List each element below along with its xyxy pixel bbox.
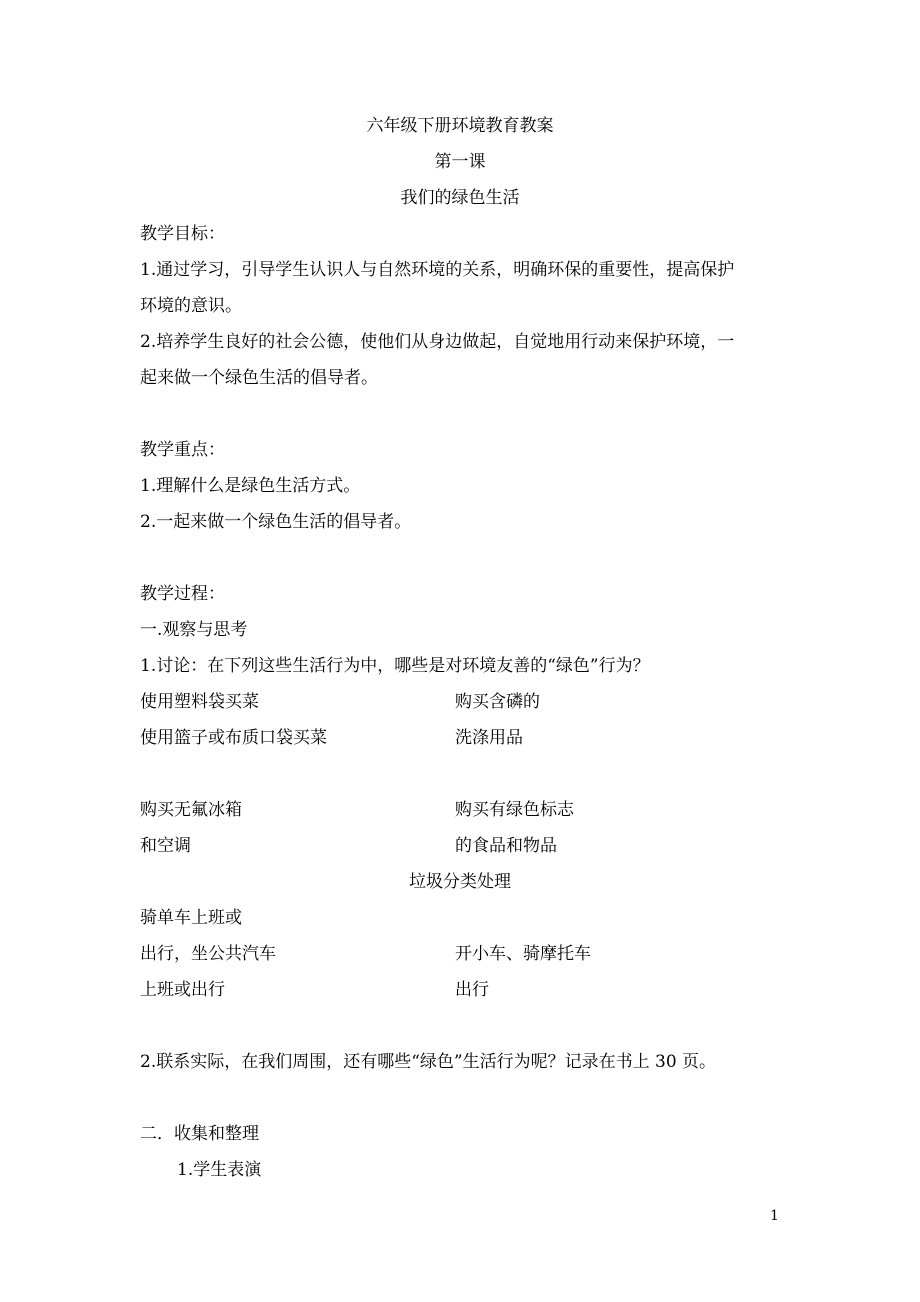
behavior-left: 使用篮子或布质口袋买菜 xyxy=(140,728,327,748)
lesson-title: 我们的绿色生活 xyxy=(400,188,520,208)
lesson-number: 第一课 xyxy=(434,152,486,172)
behavior-right: 开小车、骑摩托车 xyxy=(455,944,591,964)
behavior-right: 购买含磷的 xyxy=(455,692,540,712)
objective-1-line-1: 1.通过学习，引导学生认识人与自然环境的关系，明确环保的重要性，提高保护 xyxy=(140,260,735,280)
question-2: 2.联系实际，在我们周围，还有哪些“绿色”生活行为呢？记录在书上 30 页。 xyxy=(140,1052,717,1072)
discussion-question: 1.讨论：在下列这些生活行为中，哪些是对环境友善的“绿色”行为？ xyxy=(140,656,650,676)
key-point-1: 1.理解什么是绿色生活方式。 xyxy=(140,476,361,496)
behavior-right: 洗涤用品 xyxy=(455,728,523,748)
section-2-heading: 二．收集和整理 xyxy=(140,1124,259,1144)
key-points-heading: 教学重点： xyxy=(140,440,225,460)
behavior-right: 出行 xyxy=(455,980,489,1000)
behavior-left: 购买无氟冰箱 xyxy=(140,800,242,820)
behavior-left: 和空调 xyxy=(140,836,191,856)
behavior-right: 的食品和物品 xyxy=(455,836,557,856)
objective-2-line-1: 2.培养学生良好的社会公德，使他们从身边做起，自觉地用行动来保护环境，一 xyxy=(140,332,735,352)
objective-2-line-2: 起来做一个绿色生活的倡导者。 xyxy=(140,368,378,388)
behavior-left: 出行，坐公共汽车 xyxy=(140,944,276,964)
page-number: 1 xyxy=(770,1208,779,1224)
behavior-right: 购买有绿色标志 xyxy=(455,800,574,820)
behavior-left: 使用塑料袋买菜 xyxy=(140,692,259,712)
objectives-heading: 教学目标： xyxy=(140,224,225,244)
objective-1-line-2: 环境的意识。 xyxy=(140,296,242,316)
process-heading: 教学过程： xyxy=(140,584,225,604)
key-point-2: 2.一起来做一个绿色生活的倡导者。 xyxy=(140,512,412,532)
student-performance-item: 1.学生表演 xyxy=(177,1160,262,1180)
behavior-center: 垃圾分类处理 xyxy=(409,872,511,892)
behavior-left: 上班或出行 xyxy=(140,980,225,1000)
section-1-heading: 一.观察与思考 xyxy=(140,620,248,640)
document-title: 六年级下册环境教育教案 xyxy=(366,116,554,136)
behavior-left: 骑单车上班或 xyxy=(140,908,242,928)
